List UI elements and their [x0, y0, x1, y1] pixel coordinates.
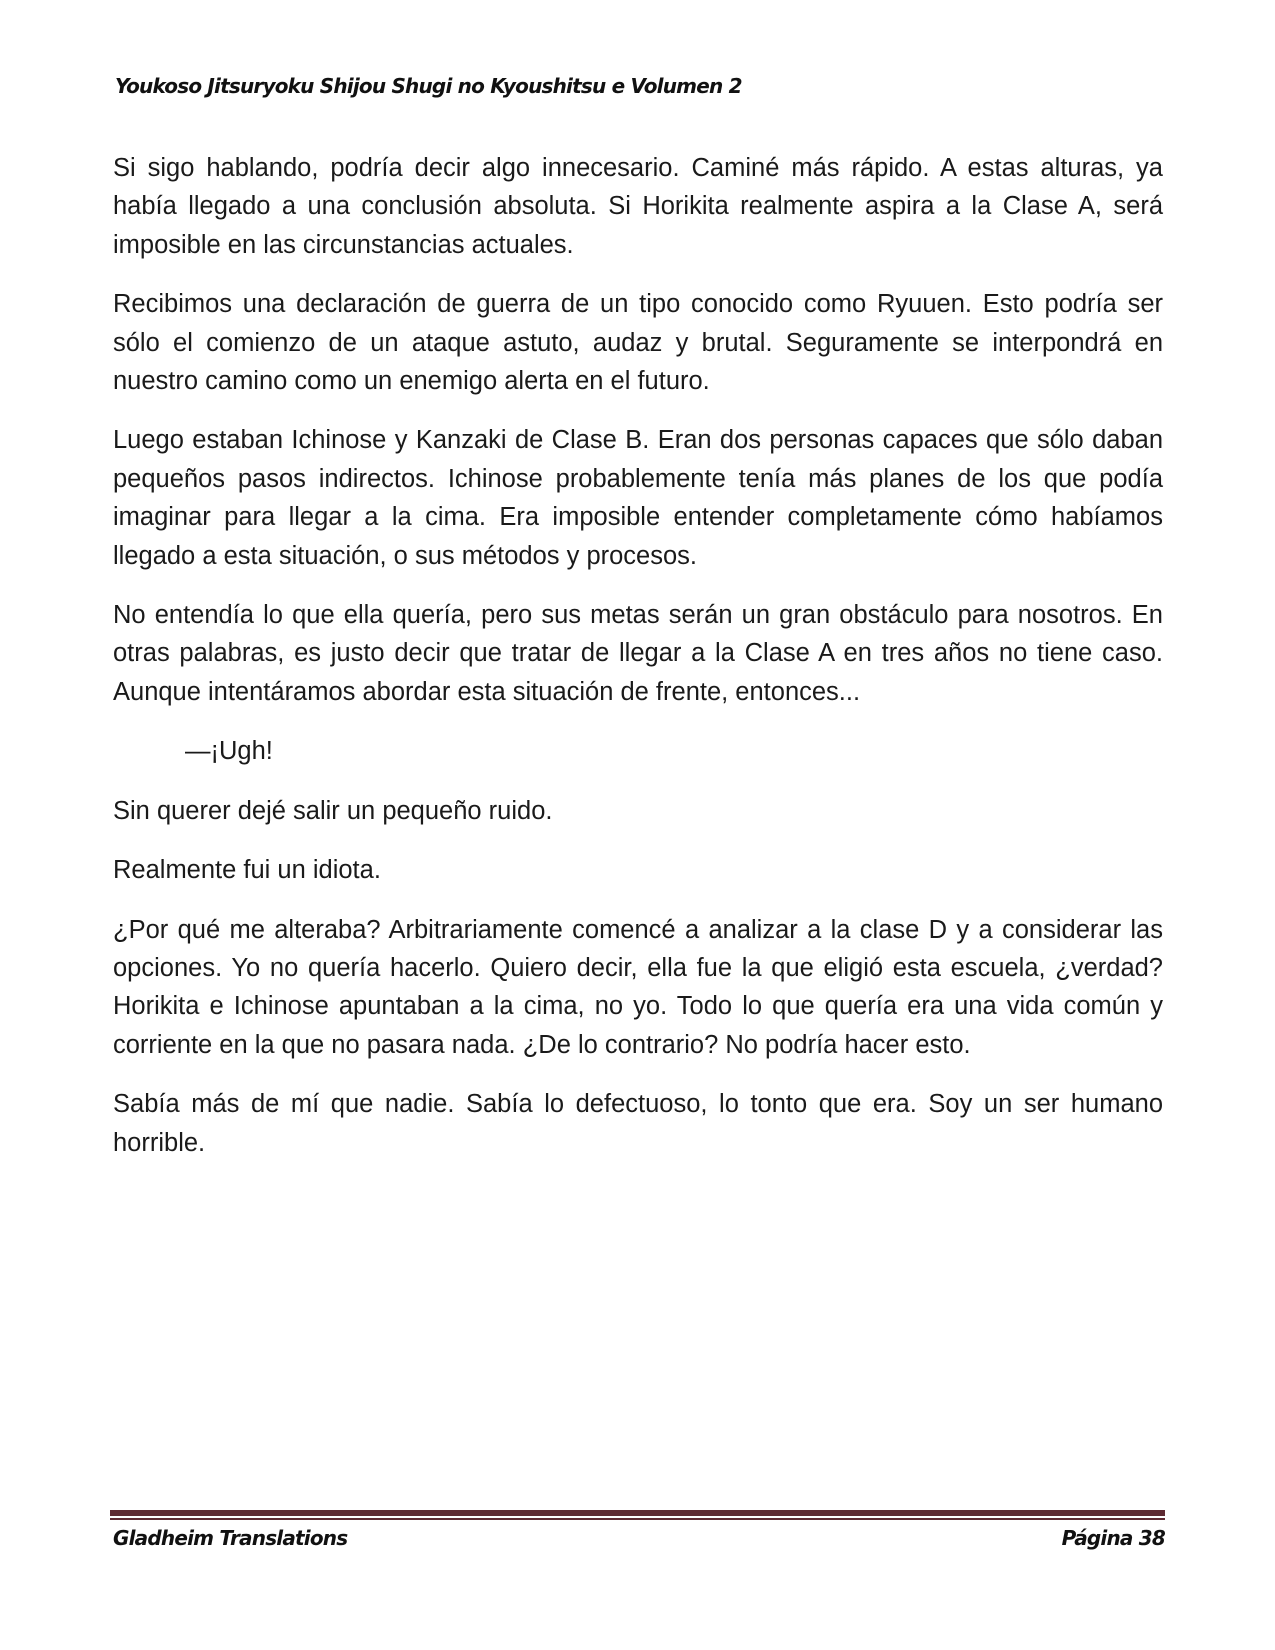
running-header: Youkoso Jitsuryoku Shijou Shugi no Kyoushitsu e Volumen 2 — [115, 74, 742, 98]
page-number: Página 38 — [1061, 1526, 1165, 1550]
paragraph: Sin querer dejé salir un pequeño ruido. — [113, 796, 553, 825]
paragraph: ¿Por qué me alteraba? Arbitrariamente comencé a analizar a la clase D y a considerar las opciones. Yo no quería hacerlo. Quiero decir, ella fue la que eligió esta escuela, ¿verdad? Horikita e Ichinose apuntaban a la cima, no yo. Todo lo que quería era una vida común y corriente en la que no pasara nada. ¿De lo contrario? No podría hacer esto. — [113, 915, 1163, 1059]
dialogue-line: —¡Ugh! — [185, 737, 273, 766]
paragraph: Sabía más de mí que nadie. Sabía lo defectuoso, lo tonto que era. Soy un ser humano horrible. — [113, 1090, 1163, 1157]
paragraph: Recibimos una declaración de guerra de un tipo conocido como Ryuuen. Esto podría ser sólo el comienzo de un ataque astuto, audaz y brutal. Seguramente se interpondrá en nuestro camino como un enemigo alerta en el futuro. — [113, 290, 1163, 396]
paragraph: Si sigo hablando, podría decir algo innecesario. Caminé más rápido. A estas alturas, ya había llegado a una conclusión absoluta. Si Horikita realmente aspira a la Clase A, será imposible en las circunstancias actuales. — [113, 154, 1163, 259]
paragraph: Luego estaban Ichinose y Kanzaki de Clase B. Eran dos personas capaces que sólo daban pequeños pasos indirectos. Ichinose probablemente tenía más planes de los que podía imaginar para llegar a la cima. Era imposible entender completamente cómo habíamos llegado a esta situación, o sus métodos y procesos. — [113, 426, 1163, 570]
body-text — [113, 149, 1163, 1183]
paragraph: Realmente fui un idiota. — [113, 856, 381, 885]
footer-rule-thin — [110, 1518, 1165, 1520]
footer-credit: Gladheim Translations — [113, 1526, 348, 1550]
paragraph: No entendía lo que ella quería, pero sus metas serán un gran obstáculo para nosotros. En otras palabras, es justo decir que tratar de llegar a la Clase A en tres años no tiene caso. Aunque intentáramos abordar esta situación de frente, entonces... — [113, 601, 1163, 706]
footer-rule-thick — [110, 1510, 1165, 1516]
